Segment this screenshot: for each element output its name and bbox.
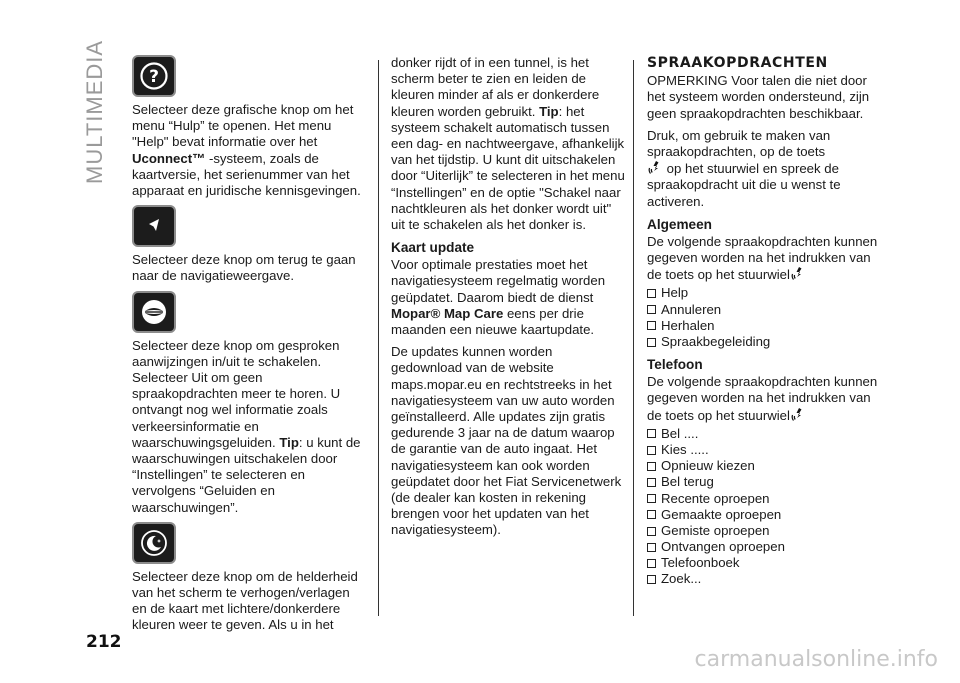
- column-divider: [633, 60, 634, 616]
- list-item: Kies .....: [647, 442, 885, 458]
- list-item: Bel ....: [647, 426, 885, 442]
- general-command-list: [647, 285, 885, 350]
- checkbox-icon: [647, 462, 656, 471]
- map-update-heading: Kaart update: [391, 240, 475, 256]
- list-item: Gemiste oproepen: [647, 523, 885, 539]
- help-icon: [132, 55, 176, 97]
- section-side-tab: [82, 39, 112, 184]
- voice-guidance-icon: [132, 291, 176, 333]
- list-item: Telefoonboek: [647, 555, 885, 571]
- list-item: Help: [647, 285, 885, 301]
- map-download-paragraph: De updates kunnen worden gedownload van de website maps.mopar.eu en rechtstreeks in het navigatiesysteem van uw auto worden geïnstalleerd. Alle updates zijn gratis gedurende 3 jaar na de datum waarop de garantie van de auto ingaat. Het navigatiesysteem kan ook worden geüpdatet door het Fiat Servicenetwerk (de dealer kan kosten in rekening brengen voor het updaten van het navigatiesysteem).: [391, 344, 622, 538]
- general-intro: De volgende spraakopdrachten kunnen gegeven worden na het indrukken van de toets op het stuurwiel: [647, 233, 878, 283]
- voice-command-icon: [647, 160, 663, 176]
- checkbox-icon: [647, 321, 656, 330]
- phone-heading: Telefoon: [647, 357, 703, 373]
- watermark: carmanualsonline.info: [694, 647, 938, 672]
- list-item: Annuleren: [647, 302, 885, 318]
- checkbox-icon: [647, 305, 656, 314]
- column-3: [647, 55, 885, 594]
- voice-key-paragraph: Druk, om gebruik te maken van spraakopdrachten, op de toets op het stuurwiel en spreek de spraakopdracht uit die u wenst te activeren.: [647, 127, 841, 209]
- list-item: Spraakbegeleiding: [647, 334, 885, 350]
- voice-command-icon: [790, 407, 806, 423]
- navigation-arrow-icon: [132, 205, 176, 247]
- night-mode-icon: [132, 522, 176, 564]
- checkbox-icon: [647, 338, 656, 347]
- list-item: Zoek...: [647, 571, 885, 587]
- column-divider: [378, 60, 379, 616]
- list-item: Herhalen: [647, 318, 885, 334]
- checkbox-icon: [647, 494, 656, 503]
- list-item: Ontvangen oproepen: [647, 539, 885, 555]
- voice-guidance-description: Selecteer deze knop om gesproken aanwijzingen in/uit te schakelen. Selecteer Uit om geen spraakopdrachten meer te horen. U ontvangt nog wel informatie zoals verkeersinformatie en waarschuwingsgeluiden. Tip: u kunt de waarschuwingen uitschakelen door “Instellingen” te selecteren en vervolgens “Geluiden en waarschuwingen”.: [132, 337, 361, 515]
- voice-command-icon: [790, 266, 806, 282]
- checkbox-icon: [647, 429, 656, 438]
- checkbox-icon: [647, 510, 656, 519]
- list-item: Recente oproepen: [647, 491, 885, 507]
- note-paragraph: OPMERKING Voor talen die niet door het systeem worden ondersteund, zijn geen spraakopdrachten beschikbaar.: [647, 73, 870, 121]
- checkbox-icon: [647, 478, 656, 487]
- phone-command-list: [647, 426, 885, 588]
- section-title: SPRAAKOPDRACHTEN: [647, 55, 828, 71]
- page-number: 212: [86, 632, 122, 652]
- checkbox-icon: [647, 289, 656, 298]
- checkbox-icon: [647, 575, 656, 584]
- general-heading: Algemeen: [647, 216, 712, 232]
- list-item: Gemaakte oproepen: [647, 507, 885, 523]
- list-item: Bel terug: [647, 474, 885, 490]
- checkbox-icon: [647, 559, 656, 568]
- checkbox-icon: [647, 543, 656, 552]
- column-1: [132, 55, 364, 640]
- navigation-description: Selecteer deze knop om terug te gaan naar de navigatieweergave.: [132, 252, 356, 284]
- checkbox-icon: [647, 527, 656, 536]
- night-mode-description: Selecteer deze knop om de helderheid van het scherm te verhogen/verlagen en de kaart met lichtere/donkerdere kleuren weer te geven. Als u in het: [132, 568, 358, 633]
- column-2: [391, 55, 627, 545]
- map-update-paragraph: Voor optimale prestaties moet het navigatiesysteem regelmatig worden geüpdatet. Daarom biedt de dienst Mopar® Map Care eens per drie maanden een nieuwe kaartupdate.: [391, 257, 606, 338]
- list-item: Opnieuw kiezen: [647, 458, 885, 474]
- checkbox-icon: [647, 446, 656, 455]
- help-description: Selecteer deze grafische knop om het menu “Hulp” te openen. Het menu "Help" bevat informatie over het Uconnect™ -systeem, zoals de kaartversie, het serienummer van het apparaat en juridische kennisgevingen.: [132, 102, 361, 199]
- phone-intro: De volgende spraakopdrachten kunnen gegeven worden na het indrukken van de toets op het stuurwiel: [647, 374, 878, 423]
- svg-text:?: ?: [149, 67, 159, 87]
- section-label: MULTIMEDIA: [82, 39, 107, 184]
- night-mode-continued: donker rijdt of in een tunnel, is het scherm beter te zien en leiden de kleuren minder af als er donkerdere kleuren worden gebruikt. Tip: het systeem schakelt automatisch tussen een dag- en nachtweergave, afhankelijk van het tijdstip. U kunt dit uitschakelen door “Uiterlijk” te selecteren in het menu “Instellingen” en de optie "Schakel naar nachtkleuren als het donker wordt uit" uit te schakelen als het donker is.: [391, 55, 625, 233]
